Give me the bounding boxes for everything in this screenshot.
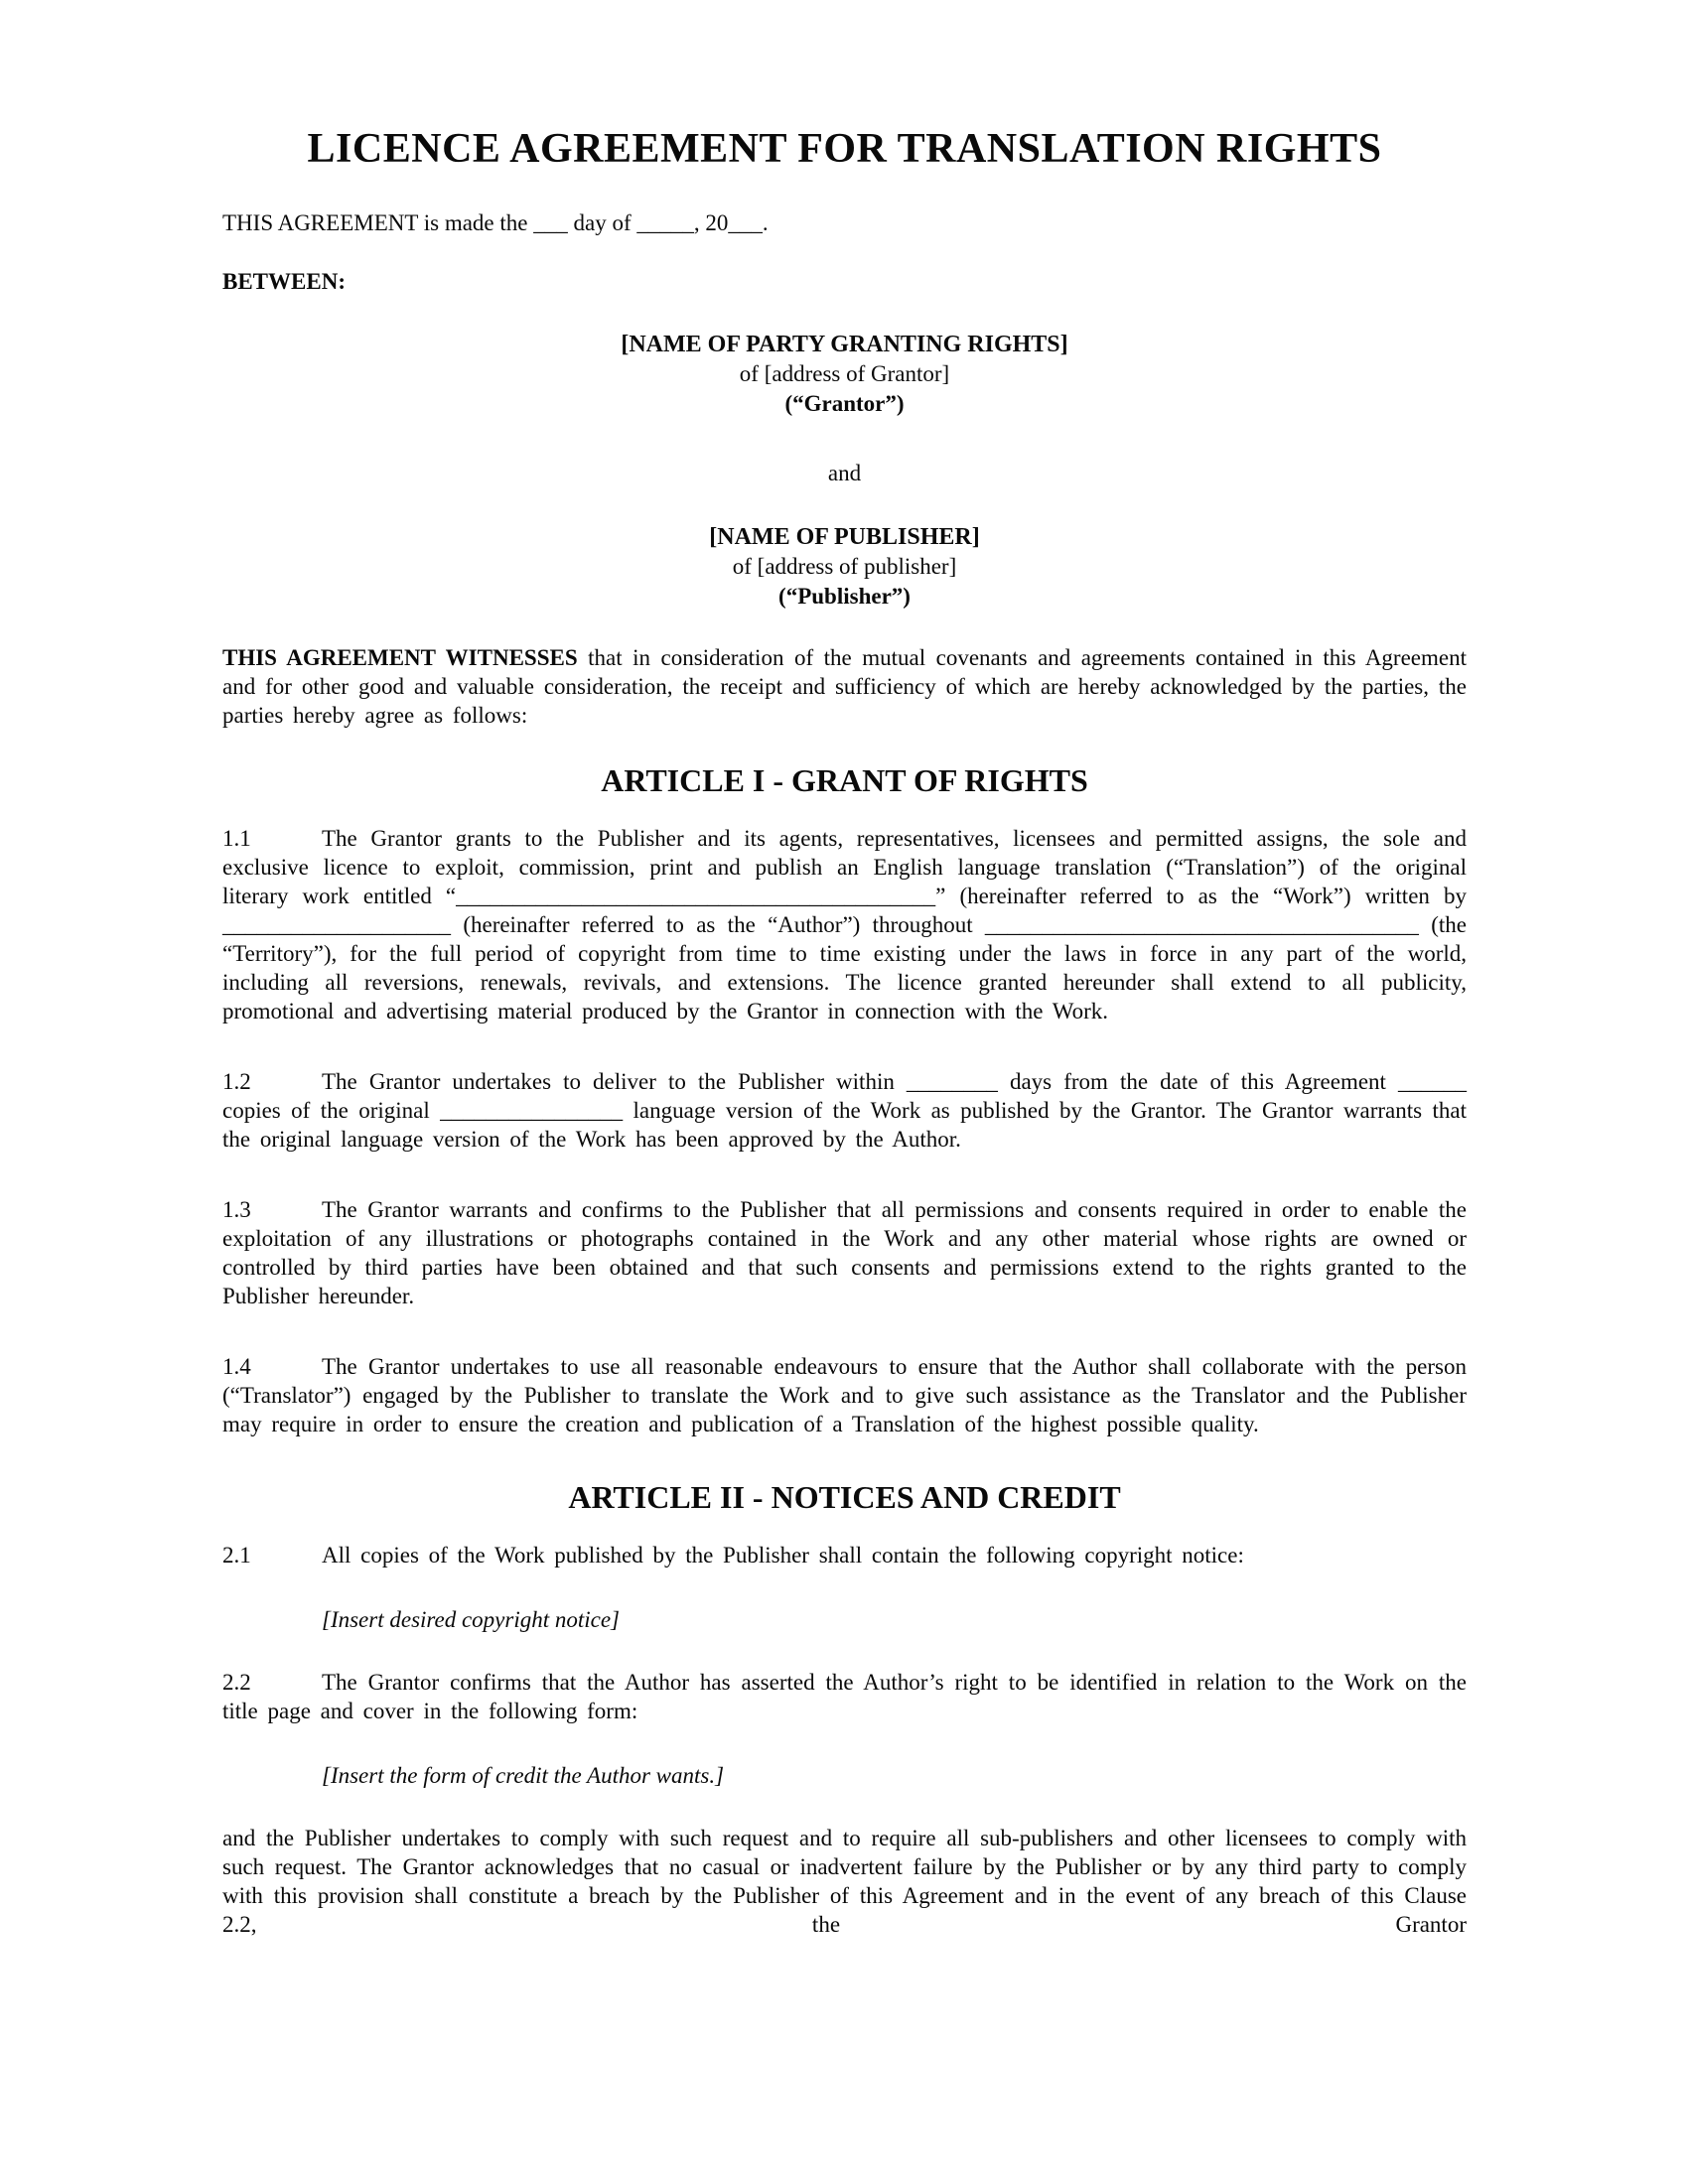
closing-paragraph: and the Publisher undertakes to comply with such request and to require all sub-publishers and other licensees to comply with such request. The Grantor acknowledges that no casual or inadvertent failure by the Publisher or by any third party to comply with this provision shall constitute a breach by the Publisher of this Agreement and in the event of any breach of this Clause 2.2, the Grantor — [222, 1826, 1467, 1938]
clause-1-4-number: 1.4 — [222, 1354, 251, 1380]
between-label: BETWEEN: — [222, 269, 346, 295]
clause-1-2-text: The Grantor undertakes to deliver to the Publisher within ________ days from the date of this Agreement ______ copies of the original ________________ language version of the Work as published by the Grantor. The Grantor warrants that the original language version of the Work has been approved by the Author. — [222, 1069, 1467, 1153]
page-title: LICENCE AGREEMENT FOR TRANSLATION RIGHTS — [307, 126, 1382, 172]
grantor-alias: (“Grantor”) — [784, 391, 905, 417]
clause-2-1 — [222, 1541, 1467, 1570]
agreement-date-line: THIS AGREEMENT is made the ___ day of _____, 20___. — [222, 210, 769, 236]
author-credit-placeholder: [Insert the form of credit the Author wants.] — [322, 1763, 725, 1789]
grantor-address: of [address of Grantor] — [739, 361, 950, 387]
clause-1-3 — [222, 1195, 1467, 1310]
clause-1-4-text: The Grantor undertakes to use all reasonable endeavours to ensure that the Author shall collaborate with the person (“Translator”) engaged by the Publisher to translate the Work and to give such assistance as the Translator and the Publisher may require in order to ensure the creation and publication of a Translation of the highest possible quality. — [222, 1354, 1467, 1437]
witnesses-body-text: that in consideration of the mutual covenants and agreements contained in this Agreement and for other good and valuable consideration, the receipt and sufficiency of which are hereby acknowledged by the parties, the parties hereby agree as follows: — [222, 645, 1467, 729]
clause-2-2 — [222, 1668, 1467, 1725]
article2-heading: ARTICLE II - NOTICES AND CREDIT — [568, 1479, 1121, 1516]
publisher-alias: (“Publisher”) — [778, 584, 911, 610]
copyright-notice-placeholder: [Insert desired copyright notice] — [322, 1607, 621, 1633]
clause-1-3-text: The Grantor warrants and confirms to the Publisher that all permissions and consents required in order to enable the exploitation of any illustrations or photographs contained in the Work and any other material whose rights are owned or controlled by third parties have been obtained and that such consents and permissions extend to the rights granted to the Publisher hereunder. — [222, 1197, 1467, 1309]
witnesses-bold-lead: THIS AGREEMENT WITNESSES — [222, 645, 578, 671]
clause-1-3-number: 1.3 — [222, 1197, 251, 1223]
grantor-name: [NAME OF PARTY GRANTING RIGHTS] — [621, 332, 1068, 358]
clause-2-2-number: 2.2 — [222, 1670, 251, 1696]
clause-1-2 — [222, 1067, 1467, 1154]
and-separator: and — [827, 461, 862, 486]
publisher-party-block — [222, 522, 1467, 612]
publisher-name: [NAME OF PUBLISHER] — [709, 524, 980, 551]
clause-2-2-text: The Grantor confirms that the Author has asserted the Author’s right to be identified in relation to the Work on the title page and cover in the following form: — [222, 1670, 1467, 1724]
witnesses-paragraph — [222, 643, 1467, 730]
clause-1-1 — [222, 824, 1467, 1025]
clause-1-2-number: 1.2 — [222, 1069, 251, 1095]
publisher-address: of [address of publisher] — [732, 554, 957, 580]
grantor-party-block — [222, 330, 1467, 419]
clause-1-4 — [222, 1352, 1467, 1438]
clause-1-1-number: 1.1 — [222, 826, 251, 852]
article1-heading: ARTICLE I - GRANT OF RIGHTS — [601, 762, 1088, 799]
clause-2-1-number: 2.1 — [222, 1543, 251, 1569]
clause-2-1-text: All copies of the Work published by the Publisher shall contain the following copyright notice: — [322, 1543, 1244, 1569]
clause-1-1-text: The Grantor grants to the Publisher and its agents, representatives, licensees and permitted assigns, the sole and exclusive licence to exploit, commission, print and publish an English language translation (“Translation”) of the original literary work entitled “__________________________________________” (hereinafter referred to as the “Work”) written by ____________________ (hereinafter referred to as the “Author”) throughout ______________________________________ (the “Territory”), for the full period of copyright from time to time existing under the laws in force in any part of the world, including all reversions, renewals, revivals, and extensions. The licence granted hereunder shall extend to all publicity, promotional and advertising material produced by the Grantor in connection with the Work. — [222, 826, 1467, 1024]
